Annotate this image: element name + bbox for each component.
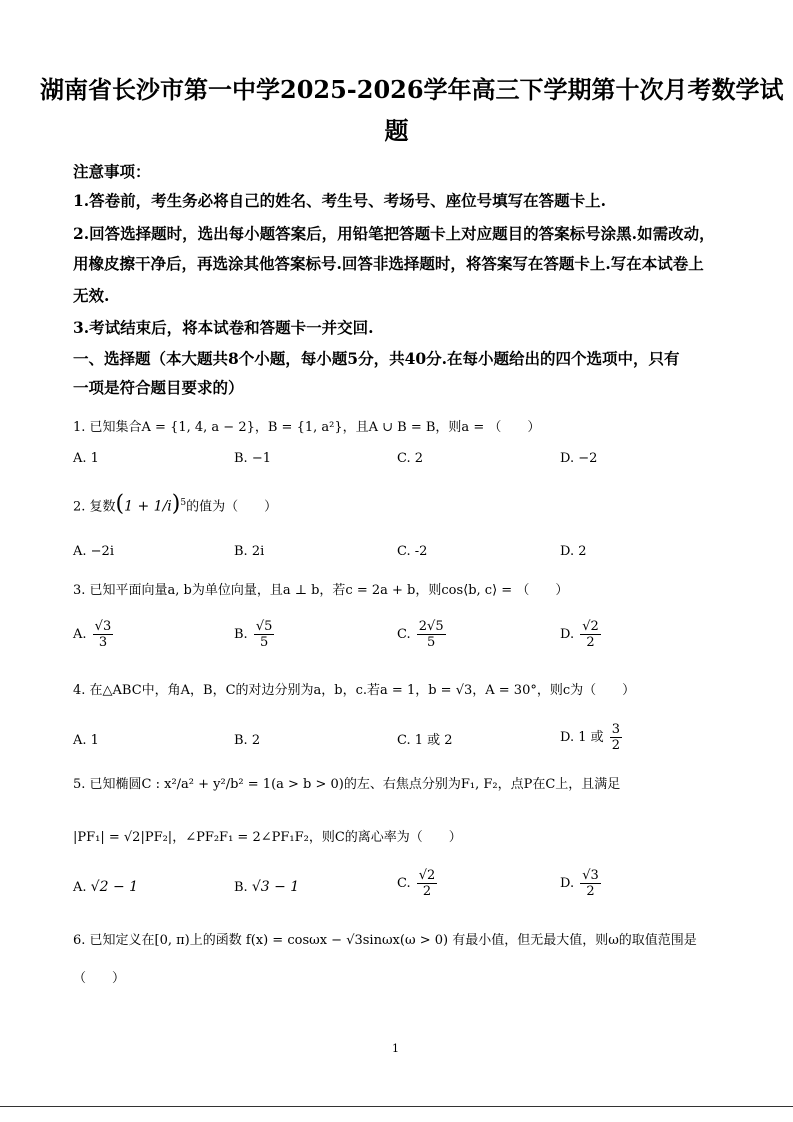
- question-2-stem: 2. 复数$(1 + 1/i)^5$的值为（ ）: [73, 491, 278, 517]
- section-heading-line1: 一、选择题（本大题共8个小题，每小题5分，共40分.在每小题给出的四个选项中，只有: [73, 349, 680, 368]
- question-5-option-b: B. √3 − 1: [234, 879, 300, 895]
- question-3-option-b: B. $\frac{√5}{5}$: [234, 619, 273, 650]
- question-3-option-a: A. $\frac{√3}{3}$: [73, 619, 112, 650]
- question-5-option-d: D. $\frac{√3}{2}$: [560, 868, 599, 899]
- exam-title-line1: 湖南省长沙市第一中学2025-2026学年高三下学期第十次月考数学试: [40, 75, 784, 104]
- notice-heading: 注意事项：: [73, 162, 151, 181]
- question-3-option-d: D. $\frac{√2}{2}$: [560, 619, 599, 650]
- question-4-option-a: A. 1: [73, 733, 99, 748]
- question-1-option-a: A. 1: [73, 451, 99, 466]
- question-3-stem: 3. 已知平面向量a, b为单位向量，且a ⊥ b，若c = 2a + b，则cos⟨b, c⟩ = （ ）: [73, 583, 569, 598]
- question-4-option-c: C. 1 或 2: [397, 733, 453, 748]
- question-2-expression: 1 + 1/i: [124, 498, 172, 515]
- section-heading-line2: 一项是符合题目要求的）: [73, 378, 244, 397]
- question-2-option-b: B. 2i: [234, 544, 265, 559]
- question-5-option-a: A. √2 − 1: [73, 879, 139, 895]
- question-4-stem: 4. 在△ABC中，角A，B，C的对边分别为a，b，c.若a = 1，b = √3，A = 30°，则c为（ ）: [73, 683, 636, 698]
- question-6-stem-line1: 6. 已知定义在[0, π)上的函数 f(x) = cosωx − √3sinωx(ω > 0) 有最小值，但无最大值，则ω的取值范围是: [73, 933, 697, 948]
- question-5-stem-line2: |PF₁| = √2|PF₂|，∠PF₂F₁ = 2∠PF₁F₂，则C的离心率为（ ）: [73, 830, 462, 845]
- question-1-option-c: C. 2: [397, 451, 424, 466]
- question-2-option-d: D. 2: [560, 544, 587, 559]
- notice-item-1: 1.答卷前，考生务必将自己的姓名、考生号、考场号、座位号填写在答题卡上.: [73, 191, 607, 210]
- notice-item-3: 3.考试结束后，将本试卷和答题卡一并交回.: [73, 318, 374, 337]
- exam-title-line2: 题: [384, 116, 409, 145]
- question-1-option-b: B. −1: [234, 451, 271, 466]
- question-5-option-c: C. $\frac{√2}{2}$: [397, 868, 436, 899]
- question-3-option-c: C. $\frac{2√5}{5}$: [397, 619, 444, 650]
- question-4-option-b: B. 2: [234, 733, 261, 748]
- question-2-prefix: 2. 复数: [73, 499, 116, 515]
- page-number: 1: [392, 1042, 399, 1055]
- question-4-option-d: D. 1 或 $\frac{3}{2}$: [560, 722, 621, 753]
- notice-item-2-line3: 无效.: [73, 286, 110, 305]
- question-5-stem-line1: 5. 已知椭圆C : x²/a² + y²/b² = 1(a > b > 0)的左、右焦点分别为F₁, F₂，点P在C上，且满足: [73, 777, 621, 792]
- question-1-stem: 1. 已知集合A = {1, 4, a − 2}，B = {1, a²}，且A ∪ B = B，则a = （ ）: [73, 420, 541, 435]
- question-2-suffix: 的值为（ ）: [186, 499, 278, 515]
- question-6-stem-line2: （ ）: [73, 971, 126, 986]
- question-2-option-c: C. -2: [397, 544, 428, 559]
- question-2-option-a: A. −2i: [73, 544, 114, 559]
- question-2-exponent: 5: [180, 498, 187, 508]
- footer-divider: [0, 1106, 793, 1107]
- notice-item-2-line1: 2.回答选择题时，选出每小题答案后，用铅笔把答题卡上对应题目的答案标号涂黑.如需改动，: [73, 224, 715, 243]
- notice-item-2-line2: 用橡皮擦干净后，再选涂其他答案标号.回答非选择题时，将答案写在答题卡上.写在本试卷上: [73, 254, 704, 273]
- question-1-option-d: D. −2: [560, 451, 598, 466]
